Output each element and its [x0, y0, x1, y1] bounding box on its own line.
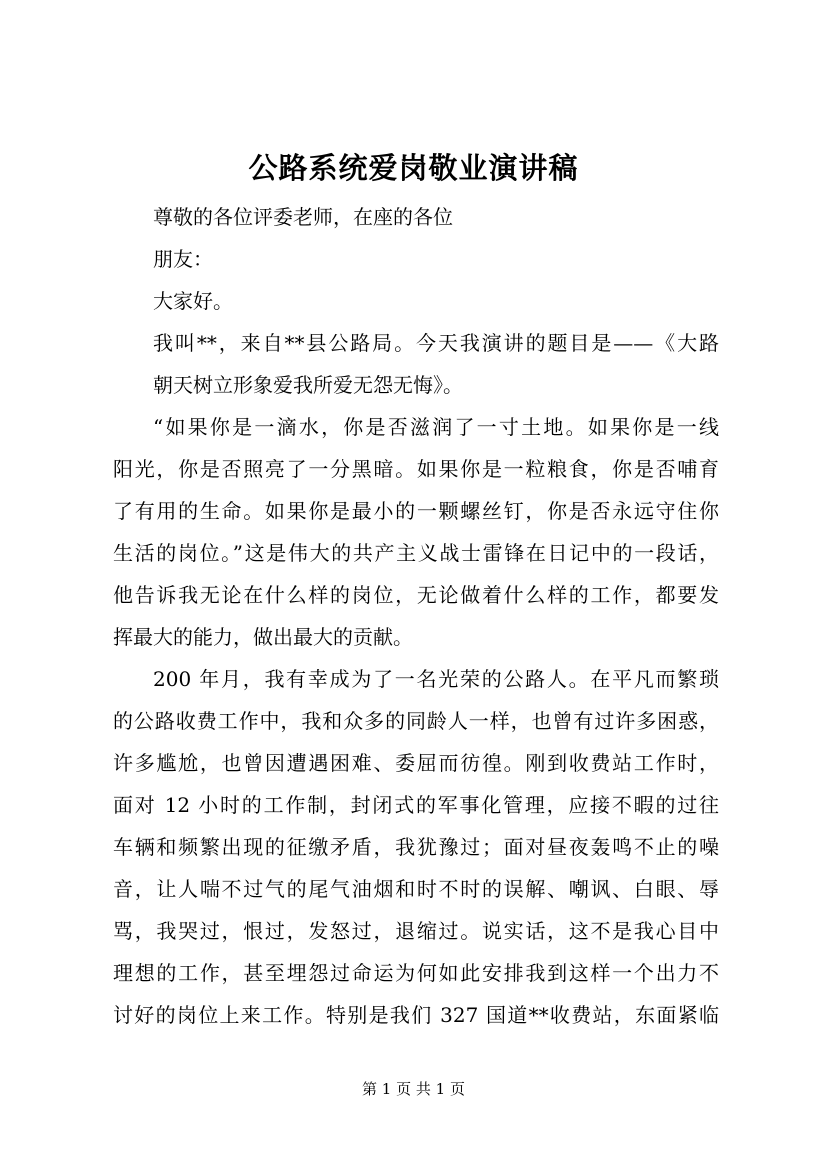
quote-paragraph — [113, 406, 719, 658]
story-line-4: 面对 12 小时的工作制，封闭式的军事化管理，应接不暇的过往 — [113, 793, 719, 817]
story-line-1: 200 年月，我有幸成为了一名光荣的公路人。在平凡而繁琐 — [153, 667, 719, 691]
story-line-6: 音，让人喘不过气的尾气油烟和时不时的误解、嘲讽、白眼、辱 — [113, 877, 719, 901]
story-line-8: 理想的工作，甚至埋怨过命运为何如此安排我到这样一个出力不 — [113, 961, 719, 985]
document-body — [113, 196, 719, 1036]
intro-line-1: 我叫**，来自**县公路局。今天我演讲的题目是——《大路 — [153, 331, 719, 355]
greeting-paragraph — [113, 196, 719, 238]
document-title: 公路系统爱岗敬业演讲稿 — [248, 151, 579, 185]
greeting-line-2: 朋友： — [153, 247, 213, 271]
story-line-7: 骂，我哭过，恨过，发怒过，退缩过。说实话，这不是我心目中 — [113, 919, 719, 943]
quote-line-2: 阳光，你是否照亮了一分黑暗。如果你是一粒粮食，你是否哺育 — [113, 457, 719, 481]
quote-line-1: “如果你是一滴水，你是否滋润了一寸土地。如果你是一线 — [153, 415, 719, 439]
greeting-paragraph-continued — [113, 238, 719, 280]
story-line-3: 许多尴尬，也曾因遭遇困难、委屈而彷徨。刚到收费站工作时， — [113, 751, 719, 775]
story-line-9: 讨好的岗位上来工作。特别是我们 327 国道**收费站，东面紧临 — [113, 1003, 719, 1027]
hello-line: 大家好。 — [153, 289, 233, 313]
intro-line-2: 朝天树立形象爱我所爱无怨无悔》。 — [153, 373, 463, 397]
intro-paragraph — [113, 322, 719, 406]
story-paragraph — [113, 658, 719, 1036]
quote-line-3: 了有用的生命。如果你是最小的一颗螺丝钉，你是否永远守住你 — [113, 499, 719, 523]
quote-line-5: 他告诉我无论在什么样的岗位，无论做着什么样的工作，都要发 — [113, 583, 719, 607]
story-line-2: 的公路收费工作中，我和众多的同龄人一样，也曾有过许多困惑， — [113, 709, 719, 733]
quote-line-4: 生活的岗位。”这是伟大的共产主义战士雷锋在日记中的一段话， — [113, 541, 719, 565]
page-footer: 第 1 页 共 1 页 — [362, 1080, 465, 1098]
quote-line-6: 挥最大的能力，做出最大的贡献。 — [113, 625, 413, 649]
story-line-5: 车辆和频繁出现的征缴矛盾，我犹豫过；面对昼夜轰鸣不止的噪 — [113, 835, 719, 859]
hello-paragraph — [113, 280, 719, 322]
greeting-line-1: 尊敬的各位评委老师，在座的各位 — [153, 205, 453, 229]
